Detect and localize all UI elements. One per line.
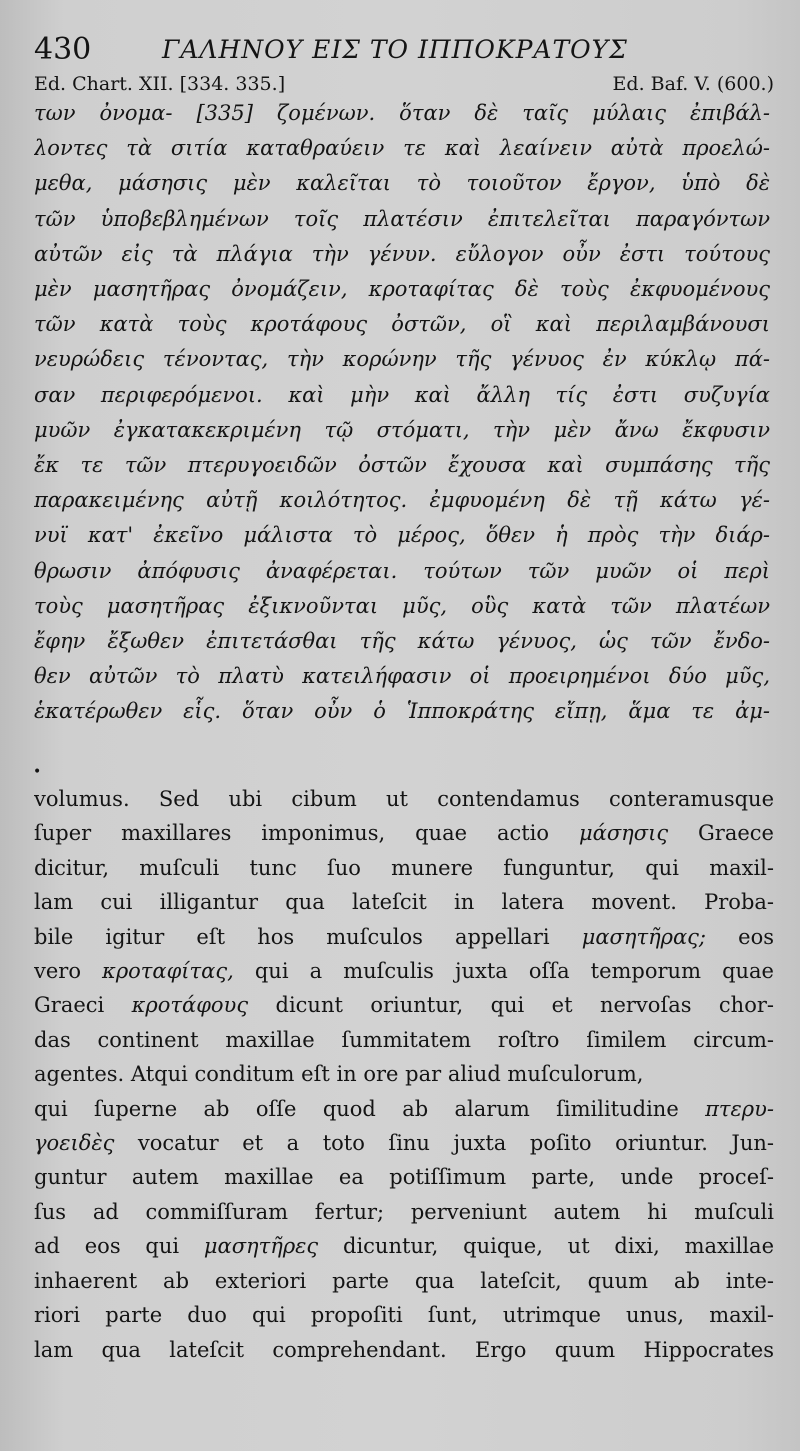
latin-text-line: vero κροταφίτας, qui a muſculis juxta oſſa temporum quae <box>34 959 774 984</box>
greek-text-line: ἔφην ἔξωθεν ἐπιτετάσθαι τῆς κάτω γένυος, ὡς τῶν ἔνδο- <box>34 629 770 654</box>
greek-term: κροτάφους <box>131 993 249 1018</box>
latin-text-line: Graeci κροτάφους dicunt oriuntur, qui et nervoſas chor- <box>34 993 774 1018</box>
latin-text-line: agentes. Atqui conditum eſt in ore par aliud muſculorum, <box>34 1062 644 1087</box>
latin-text-line: das continent maxillae ſummitatem roſtro ſimilem circum- <box>34 1027 774 1052</box>
greek-text-line: μὲν μασητῆρας ὀνομάζειν, κροταφίτας δὲ τοὺς ἐκφυομένους <box>34 277 770 302</box>
greek-text-line: ἑκατέρωθεν εἷς. ὅταν οὖν ὁ Ἱπποκράτης εἴπῃ, ἅμα τε ἀμ- <box>34 699 770 724</box>
latin-text-line: lam cui illigantur qua lateſcit in latera movent. Proba- <box>34 890 774 915</box>
greek-text-line: σαν περιφερόμενοι. καὶ μὴν καὶ ἄλλη τίς ἐστι συζυγία <box>34 382 770 407</box>
latin-text-line: ſuper maxillares imponimus, quae actio μάσησις Graece <box>34 821 774 846</box>
greek-text-block <box>34 96 770 730</box>
greek-text-line: νευρώδεις τένοντας, τὴν κορώνην τῆς γένυος ἐν κύκλῳ πά- <box>34 347 770 372</box>
greek-term: γοειδὲς <box>34 1131 115 1156</box>
greek-term: κροταφίτας, <box>102 959 234 984</box>
latin-text-line: dicitur, muſculi tunc ſuo munere funguntur, qui maxil- <box>34 855 774 880</box>
latin-text-line: qui ſuperne ab oſſe quod ab alarum ſimilitudine πτερυ- <box>34 1096 774 1121</box>
page-number: 430 <box>34 32 92 67</box>
latin-text-line: guntur autem maxillae ea potiſſimum parte, unde proceſ- <box>34 1165 774 1190</box>
latin-text-block <box>34 782 774 1367</box>
greek-text-line: λοντες τὰ σιτία καταθραύειν τε καὶ λεαίνειν αὐτὰ προελώ- <box>34 136 770 161</box>
edition-chart-ref: Ed. Chart. XII. [334. 335.] <box>34 73 286 95</box>
greek-text-line: νυϊ κατ' ἐκεῖνο μάλιστα τὸ μέρος, ὅθεν ἡ πρὸς τὴν διάρ- <box>34 523 770 548</box>
greek-term: μασητῆρες <box>203 1234 319 1259</box>
greek-text-line: αὐτῶν εἰς τὰ πλάγια τὴν γένυν. εὔλογον οὖν ἐστι τούτους <box>34 241 770 266</box>
greek-text-line: των ὀνομα- [335] ζομένων. ὅταν δὲ ταῖς μύλαις ἐπιβάλ- <box>34 101 770 125</box>
greek-text-line: θεν αὐτῶν τὸ πλατὺ κατειλήφασιν οἱ προειρημένοι δύο μῦς, <box>34 664 770 689</box>
greek-text-line: θρωσιν ἀπόφυσις ἀναφέρεται. τούτων τῶν μυῶν οἱ περὶ <box>34 558 770 583</box>
latin-text-line: lam qua lateſcit comprehendant. Ergo quum Hippocrates <box>34 1337 774 1362</box>
greek-text-line: τῶν ὑποβεβλημένων τοῖς πλατέσιν ἐπιτελεῖται παραγόντων <box>34 206 770 231</box>
latin-text-line: ad eos qui μασητῆρες dicuntur, quique, ut dixi, maxillae <box>34 1234 774 1259</box>
latin-text-line: inhaerent ab exteriori parte qua lateſcit, quum ab inte- <box>34 1268 774 1293</box>
latin-text-line: bile igitur eſt hos muſculos appellari μασητῆρας; eos <box>34 924 774 949</box>
greek-text-line: τοὺς μασητῆρας ἐξικνοῦνται μῦς, οὓς κατὰ τῶν πλατέων <box>34 593 770 618</box>
greek-text-line: ἔκ τε τῶν πτερυγοειδῶν ὀστῶν ἔχουσα καὶ συμπάσης τῆς <box>34 453 770 478</box>
running-title: ΓΑΛΗΝΟΥ ΕΙΣ ΤΟ ΙΠΠΟΚΡΑΤΟΥΣ <box>162 35 628 64</box>
latin-text-line: ſus ad commiſſuram fertur; perveniunt autem hi muſculi <box>34 1199 774 1224</box>
greek-term: πτερυ- <box>705 1096 774 1121</box>
page-header <box>34 30 774 70</box>
edition-basel-ref: Ed. Baf. V. (600.) <box>612 73 774 95</box>
greek-text-line: μυῶν ἐγκατακεκριμένη τῷ στόματι, τὴν μὲν ἄνω ἔκφυσιν <box>34 417 770 442</box>
latin-text-line: riori parte duo qui propoſiti ſunt, utrimque unus, maxil- <box>34 1303 774 1328</box>
greek-text-line: μεθα, μάσησις μὲν καλεῖται τὸ τοιοῦτον ἔργον, ὑπὸ δὲ <box>34 171 770 196</box>
edition-references <box>34 70 774 98</box>
stray-mark: • <box>33 764 42 780</box>
latin-text-line: volumus. Sed ubi cibum ut contendamus conteramusque <box>34 787 774 811</box>
greek-text-line: παρακειμένης αὐτῇ κοιλότητος. ἐμφυομένη δὲ τῇ κάτω γέ- <box>34 488 770 513</box>
greek-term: μασητῆρας; <box>581 924 707 949</box>
greek-term: μάσησις <box>579 821 669 846</box>
greek-text-line: τῶν κατὰ τοὺς κροτάφους ὀστῶν, οἳ καὶ περιλαμβάνουσι <box>34 312 770 337</box>
latin-text-line: γοειδὲς vocatur et a toto ſinu juxta poſito oriuntur. Jun- <box>34 1131 774 1156</box>
